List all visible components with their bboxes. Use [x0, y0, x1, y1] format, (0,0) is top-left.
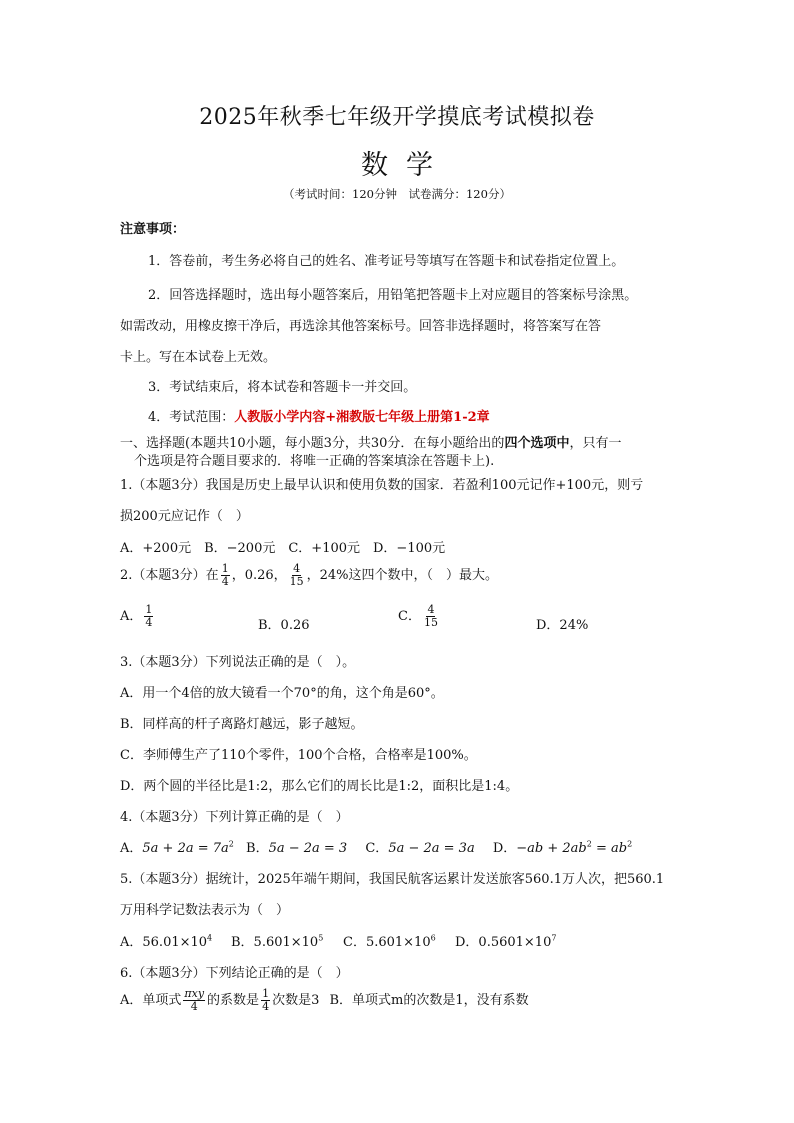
q4-option-b-expr: 5a − 2a = 3: [268, 841, 348, 856]
exam-info: （考试时间：120分钟 试卷满分：120分）: [283, 187, 511, 201]
q2-stem: [120, 563, 498, 588]
section-1-heading-line-1: [120, 432, 621, 451]
q5-option-d: D．$0.5601\times 10^7$: [455, 933, 557, 950]
q5-line-2: 万用科学记数法表示为（ ）: [120, 903, 290, 918]
notice-item-4-prefix: 4．考试范围：: [148, 410, 235, 425]
exam-scope: 人教版小学内容+湘教版七年级上册第1-2章: [234, 410, 490, 425]
q2-suffix: ，24%这四个数中，（ ）最大。: [306, 568, 499, 583]
fraction-one-quarter: $\frac{1}{4}$: [145, 603, 153, 629]
q1-line-1: 1.（本题3分）我国是历史上最早认识和使用负数的国家．若盈利100元记作+100元，则亏: [120, 478, 644, 493]
exam-title: 2025年秋季七年级开学摸底考试模拟卷: [199, 105, 595, 130]
q1-line-2: 损200元应记作（ ）: [120, 509, 249, 524]
q4-option-a-expr: 5a + 2a = 7a: [142, 841, 229, 856]
q5-line-1: 5.（本题3分）据统计，2025年端午期间，我国民航客运累计发送旅客560.1万人次，把560.1: [120, 872, 665, 887]
fraction-one-quarter: $\frac{1}{4}$: [262, 987, 270, 1013]
q3-option-d: D．两个圆的半径比是1:2，那么它们的周长比是1:2，面积比是1:4。: [120, 779, 519, 794]
q2-option-c: C． $\frac{4}{15}$: [398, 603, 438, 629]
section-1-text-c: ，只有一: [569, 436, 622, 451]
subject-title: 数学: [361, 150, 451, 181]
notice-item-2-line-2: 如需改动，用橡皮擦干净后，再选涂其他答案标号。回答非选择题时，将答案写在答: [120, 319, 602, 334]
q2-option-b: B．0.26: [258, 618, 310, 633]
section-1-text-a: 一、选择题(本题共10小题，每小题3分，共30分．在每小题给出的: [120, 436, 505, 451]
q4-option-d-expr: −ab + 2ab: [516, 841, 587, 856]
fraction-four-fifteenths: $\frac{4}{15}$: [423, 603, 438, 629]
q5-option-c: C．$5.601\times 10^6$: [343, 933, 436, 950]
q4-stem: 4.（本题3分）下列计算正确的是（ ）: [120, 810, 349, 825]
q2-option-a: A． $\frac{1}{4}$: [120, 603, 153, 629]
q2-option-d: D．24%: [536, 618, 589, 633]
notice-item-4: [148, 406, 490, 425]
q1-options: A．+200元 B．−200元 C．+100元 D．−100元: [120, 541, 446, 556]
notice-heading: 注意事项：: [120, 222, 186, 237]
fraction-one-quarter: $\frac{1}{4}$: [221, 562, 229, 588]
fraction-four-fifteenths: $\frac{4}{15}$: [289, 562, 304, 588]
q4-option-c-expr: 5a − 2a = 3a: [388, 841, 475, 856]
q6-option-a: A．单项式 $\frac{\text{πxy}}{4}$ 的系数是 $\frac{1}{4}$ 次数是3 B．单项式m的次数是1，没有系数: [120, 987, 529, 1013]
q4-options: A．$5a + 2a = 7a^2$ B．5a − 2a = 3 C．5a − 2a = 3a D．$-ab + 2ab^2 = ab^2$: [120, 839, 633, 856]
q5-option-a: A．$56.01\times 10^4$: [120, 933, 213, 950]
q3-option-c: C．李师傅生产了110个零件，100个合格，合格率是100%。: [120, 748, 477, 763]
notice-item-1: 1．答卷前，考生务必将自己的姓名、准考证号等填写在答题卡和试卷指定位置上。: [148, 254, 625, 269]
q3-option-b: B．同样高的杆子离路灯越远，影子越短。: [120, 717, 364, 732]
fraction-pi-xy-over-4: $\frac{\text{πxy}}{4}$: [184, 987, 205, 1013]
q2-mid: ，0.26，: [231, 568, 287, 583]
q5-option-b: B．$5.601\times 10^5$: [231, 933, 324, 950]
q2-prefix: 2.（本题3分）在: [120, 568, 219, 583]
notice-item-3: 3．考试结束后，将本试卷和答题卡一并交回。: [148, 380, 417, 395]
section-1-text-b: 四个选项中: [504, 436, 570, 451]
section-1-heading-line-2: 个选项是符合题目要求的．将唯一正确的答案填涂在答题卡上).: [134, 454, 495, 469]
notice-item-2-line-3: 卡上。写在本试卷上无效。: [120, 350, 277, 365]
q6-option-b: B．单项式m的次数是1，没有系数: [329, 993, 529, 1008]
notice-item-2-line-1: 2．回答选择题时，选出每小题答案后，用铅笔把答题卡上对应题目的答案标号涂黑。: [148, 288, 638, 303]
q3-option-a: A．用一个4倍的放大镜看一个70°的角，这个角是60°。: [120, 686, 444, 701]
q3-stem: 3.（本题3分）下列说法正确的是（ ）。: [120, 655, 356, 670]
q6-stem: 6.（本题3分）下列结论正确的是（ ）: [120, 966, 349, 981]
